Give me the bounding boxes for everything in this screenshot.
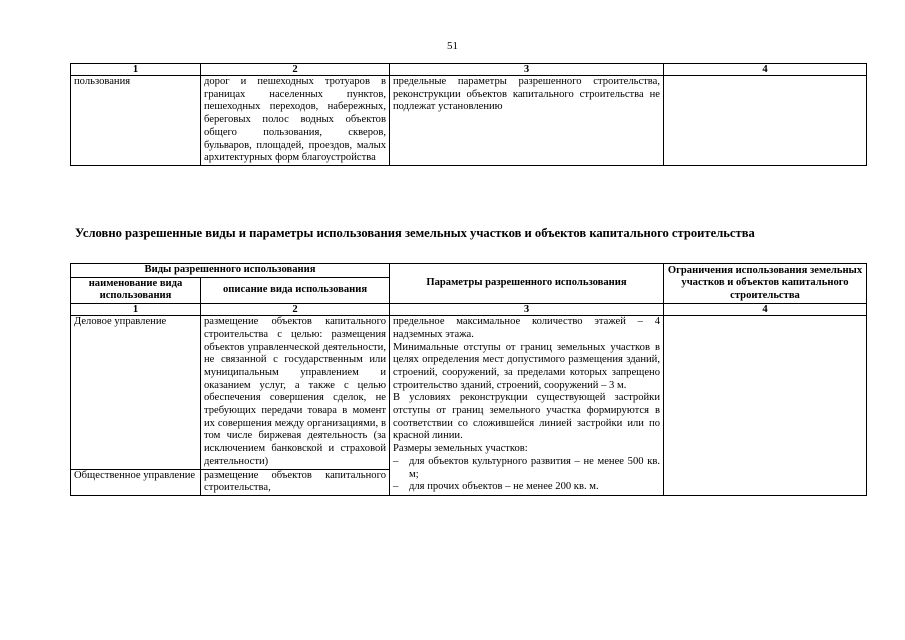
header-name: наименование вида использования xyxy=(71,277,201,303)
cell-name: пользования xyxy=(71,76,201,166)
column-number-3: 3 xyxy=(390,304,664,316)
header-params: Параметры разрешенного использования xyxy=(390,264,664,304)
header-description: описание вида использования xyxy=(201,277,390,303)
page-number: 51 xyxy=(447,40,458,52)
params-paragraph: В условиях реконструкции существующей застройки отступы от границ земельного участка формируются в соответствии со сложившейся линией застройки или по красной линии. xyxy=(393,392,660,442)
table-row xyxy=(71,76,867,166)
cell-description: размещение объектов капитального строительства с целью: размещения объектов управленческой деятельности, не связанной с государственным или муниципальным управлением и оказанием услуг, а также с целью обеспечения совершения сделок, не требующих передачи товара в момент их совершения между организациями, в том числе биржевая деятельность (за исключением банковской и страховой деятельности) xyxy=(201,316,390,469)
table-row xyxy=(71,316,867,469)
column-number-4: 4 xyxy=(664,64,867,76)
top-table xyxy=(70,63,867,166)
column-number-1: 1 xyxy=(71,304,201,316)
column-number-row xyxy=(71,304,867,316)
section-heading: Условно разрешенные виды и параметры использования земельных участков и объектов капитального строительства xyxy=(75,226,755,240)
params-paragraph: Размеры земельных участков: xyxy=(393,443,528,455)
list-item-text: для прочих объектов – не менее 200 кв. м. xyxy=(409,481,599,493)
cell-name: Общественное управление xyxy=(71,469,201,495)
header-restrictions: Ограничения использования земельных участков и объектов капитального строительства xyxy=(664,264,867,304)
list-item xyxy=(393,456,660,481)
header-group: Виды разрешенного использования xyxy=(71,264,390,278)
column-number-4: 4 xyxy=(664,304,867,316)
list-item-text: для объектов культурного развития – не менее 500 кв. м; xyxy=(409,455,660,480)
column-number-2: 2 xyxy=(201,304,390,316)
cell-params: предельные параметры разрешенного строительства, реконструкции объектов капитального строительства не подлежат установлению xyxy=(390,76,664,166)
params-paragraph: предельное максимальное количество этажей – 4 надземных этажа. xyxy=(393,316,660,340)
column-number-row xyxy=(71,64,867,76)
column-number-2: 2 xyxy=(201,64,390,76)
list-dash: – xyxy=(393,455,399,467)
header-row xyxy=(71,264,867,278)
cell-description: дорог и пешеходных тротуаров в границах населенных пунктов, пешеходных переходов, набережных, береговых полос водных объектов общего пользования, скверов, бульваров, площадей, проездов, малых архитектурных форм благоустройства xyxy=(201,76,390,166)
column-number-3: 3 xyxy=(390,64,664,76)
list-item xyxy=(393,481,660,494)
cell-name: Деловое управление xyxy=(71,316,201,469)
cell-description: размещение объектов капитального строительства, xyxy=(201,469,390,495)
cell-params xyxy=(390,316,664,496)
cell-restrictions xyxy=(664,76,867,166)
params-paragraph: Минимальные отступы от границ земельных участков в целях определения мест допустимого размещения зданий, строений, сооружений, за пределами которых запрещено строительство зданий, строений, сооружений – 3 м. xyxy=(393,341,660,391)
main-table xyxy=(70,263,867,496)
list-dash: – xyxy=(393,481,399,493)
cell-restrictions xyxy=(664,316,867,496)
column-number-1: 1 xyxy=(71,64,201,76)
